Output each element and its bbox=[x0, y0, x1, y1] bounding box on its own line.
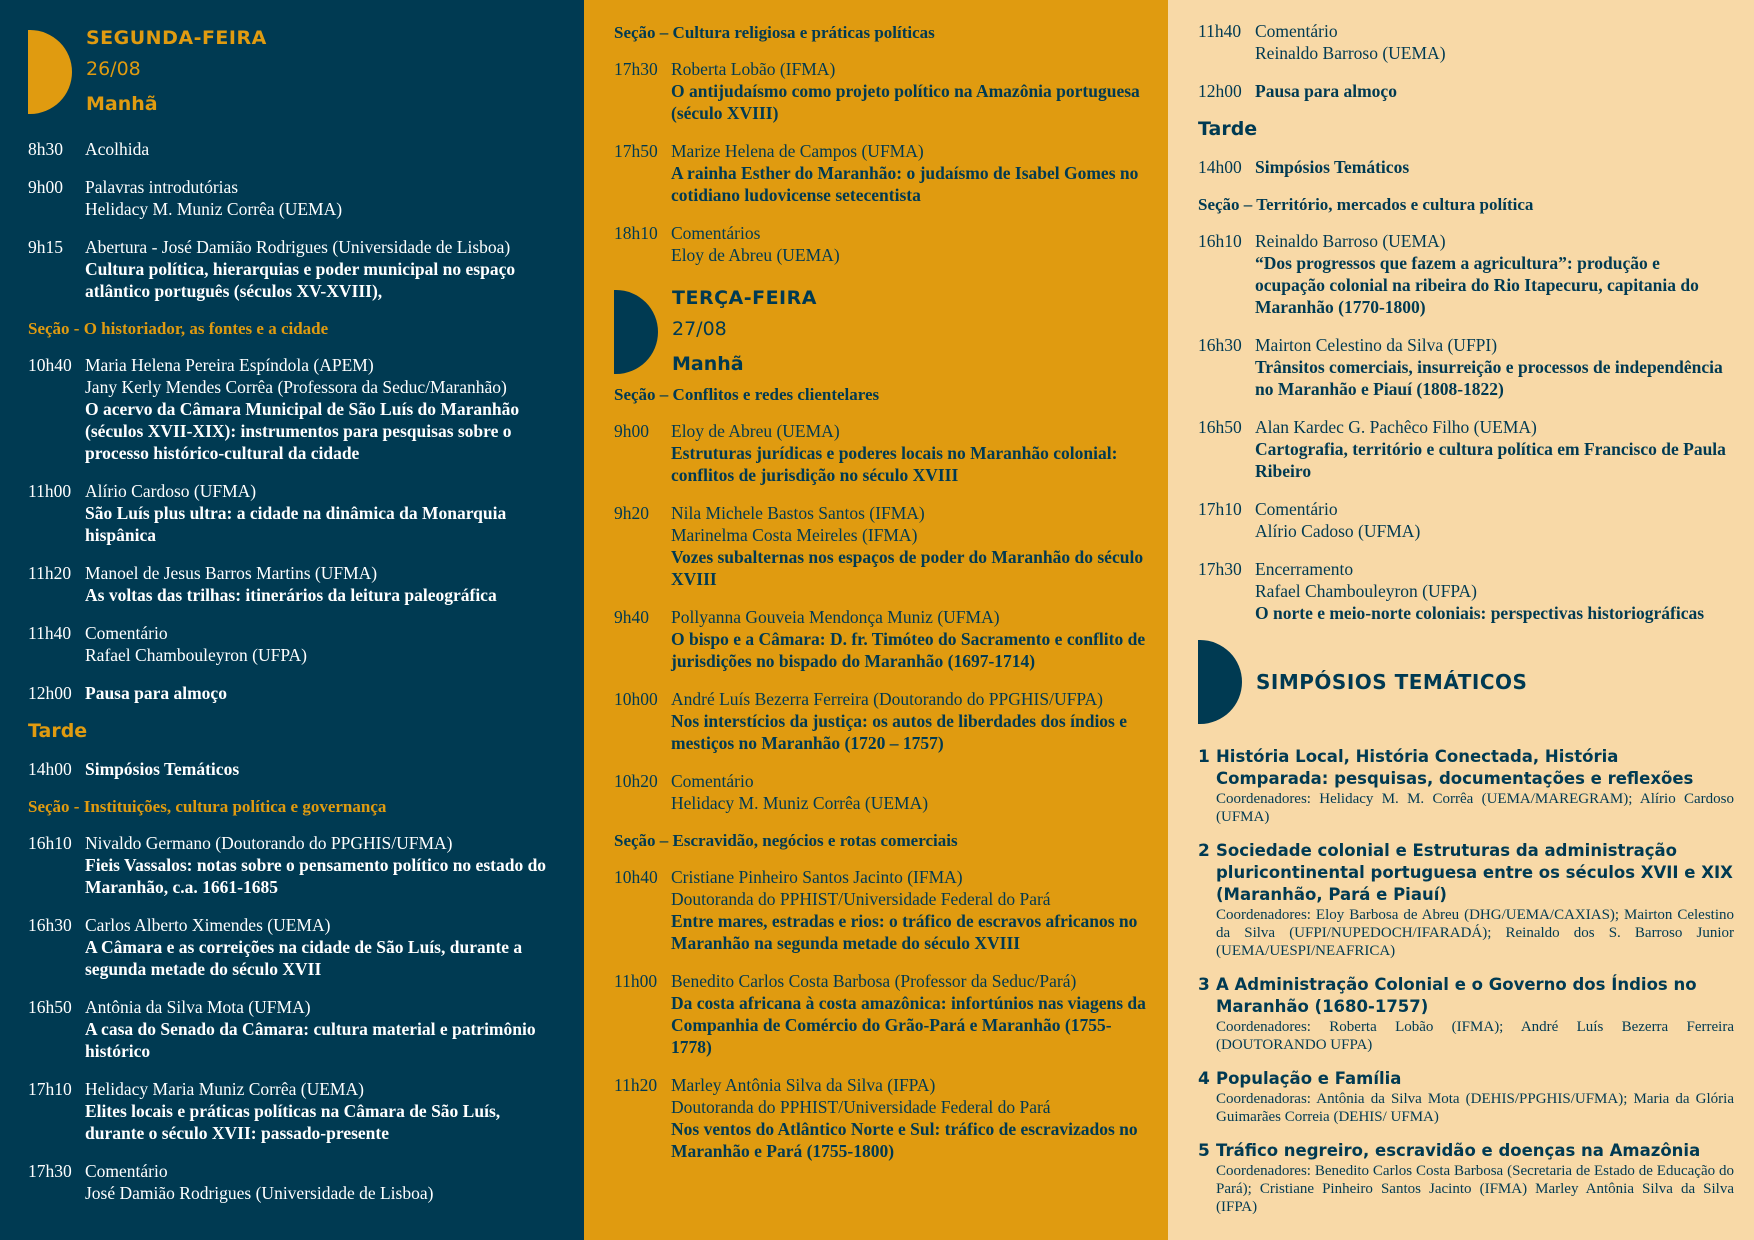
entry-line: Antônia da Silva Mota (UFMA) bbox=[85, 997, 311, 1017]
entry-line: Maria Helena Pereira Espíndola (APEM) bbox=[85, 355, 374, 375]
schedule-entry bbox=[1198, 558, 1734, 624]
entry-time: 16h30 bbox=[28, 915, 72, 935]
entry-time: 9h40 bbox=[614, 607, 649, 627]
entry-title: Entre mares, estradas e rios: o tráfico de escravos africanos no Maranhão na segunda metade do século XVIII bbox=[671, 911, 1138, 953]
column-monday bbox=[0, 0, 584, 1240]
schedule-entry bbox=[614, 58, 1148, 124]
entry-line: Cristiane Pinheiro Santos Jacinto (IFMA) bbox=[671, 867, 963, 887]
entry-title: As voltas das trilhas: itinerários da leitura paleográfica bbox=[85, 585, 497, 605]
entry-title: Vozes subalternas nos espaços de poder do Maranhão do século XVIII bbox=[671, 547, 1144, 589]
schedule-entry bbox=[614, 1074, 1148, 1162]
symposium-item bbox=[1198, 1068, 1734, 1126]
schedule-entry bbox=[614, 688, 1148, 754]
schedule-entry bbox=[614, 222, 1148, 266]
entry-line: Marinelma Costa Meireles (IFMA) bbox=[671, 525, 918, 545]
schedule-list bbox=[28, 832, 562, 1204]
schedule-entry bbox=[28, 236, 562, 302]
schedule-entry bbox=[1198, 416, 1734, 482]
entry-time: 11h40 bbox=[28, 623, 72, 643]
entry-title: O bispo e a Câmara: D. fr. Timóteo do Sacramento e conflito de jurisdições no bispado do Maranhão (1697-1714) bbox=[671, 629, 1146, 671]
entry-title: Fieis Vassalos: notas sobre o pensamento político no estado do Maranhão, c.a. 1661-1685 bbox=[85, 855, 547, 897]
entry-title: Pausa para almoço bbox=[1255, 81, 1397, 101]
entry-title: Simpósios Temáticos bbox=[1255, 157, 1410, 177]
entry-time: 12h00 bbox=[1198, 81, 1242, 101]
entry-time: 16h30 bbox=[1198, 335, 1242, 355]
schedule-entry bbox=[1198, 230, 1734, 318]
symposium-item bbox=[1198, 840, 1734, 960]
day-name: TERÇA-FEIRA bbox=[672, 287, 817, 309]
entry-time: 11h20 bbox=[28, 563, 72, 583]
entry-line: Marley Antônia Silva da Silva (IFPA) bbox=[671, 1075, 936, 1095]
entry-line: Comentários bbox=[671, 223, 761, 243]
half-circle-icon bbox=[1198, 640, 1242, 724]
schedule-entry bbox=[614, 770, 1148, 814]
section-heading: Seção – Território, mercados e cultura política bbox=[1198, 195, 1534, 214]
schedule-list bbox=[614, 866, 1148, 1162]
schedule-entry bbox=[28, 1078, 562, 1144]
entry-title: Nos interstícios da justiça: os autos de liberdades dos índios e mestiços no Maranhão (1720 – 1757) bbox=[671, 711, 1128, 753]
entry-title: Cultura política, hierarquias e poder municipal no espaço atlântico português (séculos XV-XVIII), bbox=[85, 259, 516, 301]
symposium-title: Sociedade colonial e Estruturas da administração pluricontinental portuguesa entre os séculos XVII e XIX (Maranhão, Pará e Piauí) bbox=[1216, 841, 1733, 904]
section-heading: Seção – Conflitos e redes clientelares bbox=[614, 385, 880, 404]
entry-line: Eloy de Abreu (UEMA) bbox=[671, 245, 840, 265]
symposium-number: 3 bbox=[1198, 975, 1210, 995]
symposia-list bbox=[1198, 746, 1734, 1216]
entry-time: 17h50 bbox=[614, 141, 658, 161]
schedule-entry bbox=[614, 140, 1148, 206]
schedule-list bbox=[28, 354, 562, 704]
symposia-title: SIMPÓSIOS TEMÁTICOS bbox=[1256, 670, 1528, 694]
entry-line: Nivaldo Germano (Doutorando do PPGHIS/UFMA) bbox=[85, 833, 453, 853]
entry-time: 9h20 bbox=[614, 503, 649, 523]
entry-line: Roberta Lobão (IFMA) bbox=[671, 59, 836, 79]
entry-line: José Damião Rodrigues (Universidade de Lisboa) bbox=[85, 1183, 434, 1203]
entry-line: Alírio Cadoso (UFMA) bbox=[1255, 521, 1421, 541]
entry-line: Rafael Chambouleyron (UFPA) bbox=[1255, 581, 1477, 601]
section-heading: Seção - O historiador, as fontes e a cidade bbox=[28, 319, 329, 338]
schedule-entry bbox=[1198, 20, 1734, 64]
symposium-coordinators: Coordenadores: Helidacy M. M. Corrêa (UEMA/MAREGRAM); Alírio Cardoso (UFMA) bbox=[1216, 791, 1734, 825]
entry-line: Comentário bbox=[85, 1161, 168, 1181]
symposium-number: 4 bbox=[1198, 1069, 1210, 1089]
period-label: Manhã bbox=[672, 353, 744, 375]
schedule-entry bbox=[28, 682, 562, 704]
entry-title: Cartografia, território e cultura política em Francisco de Paula Ribeiro bbox=[1255, 439, 1726, 481]
entry-time: 17h30 bbox=[28, 1161, 72, 1181]
entry-title: Estruturas jurídicas e poderes locais no Maranhão colonial: conflitos de jurisdição no século XVIII bbox=[671, 443, 1118, 485]
entry-title: O norte e meio-norte coloniais: perspectivas historiográficas bbox=[1255, 603, 1705, 623]
entry-line: Comentário bbox=[1255, 21, 1338, 41]
schedule-list bbox=[28, 758, 562, 780]
entry-time: 9h00 bbox=[614, 421, 649, 441]
section-heading: Seção – Cultura religiosa e práticas políticas bbox=[614, 23, 935, 42]
section-heading: Seção – Escravidão, negócios e rotas comerciais bbox=[614, 831, 958, 850]
entry-line: André Luís Bezerra Ferreira (Doutorando do PPGHIS/UFPA) bbox=[671, 689, 1103, 709]
entry-time: 16h50 bbox=[28, 997, 72, 1017]
schedule-entry bbox=[28, 832, 562, 898]
entry-title: A Câmara e as correições na cidade de São Luís, durante a segunda metade do século XVII bbox=[85, 937, 523, 979]
entry-line: Alírio Cardoso (UFMA) bbox=[85, 481, 257, 501]
entry-line: Comentário bbox=[85, 623, 168, 643]
entry-line: Comentário bbox=[671, 771, 754, 791]
entry-time: 9h15 bbox=[28, 237, 63, 257]
entry-time: 10h00 bbox=[614, 689, 658, 709]
symposium-item bbox=[1198, 974, 1734, 1054]
schedule-entry bbox=[28, 354, 562, 464]
entry-time: 11h20 bbox=[614, 1075, 658, 1095]
half-circle-icon bbox=[614, 290, 658, 374]
entry-time: 12h00 bbox=[28, 683, 72, 703]
symposium-coordinators: Coordenadores: Benedito Carlos Costa Barbosa (Secretaria de Estado de Educação do Pará); Cristiane Pinheiro Santos Jacinto (IFMA) Marley Antônia Silva da Silva (IFPA) bbox=[1216, 1163, 1734, 1215]
entry-line: Carlos Alberto Ximendes (UEMA) bbox=[85, 915, 331, 935]
schedule-list bbox=[1198, 156, 1734, 178]
schedule-entry bbox=[28, 480, 562, 546]
symposium-number: 2 bbox=[1198, 841, 1210, 861]
schedule-entry bbox=[614, 502, 1148, 590]
entry-line: Encerramento bbox=[1255, 559, 1354, 579]
column-tuesday bbox=[584, 0, 1168, 1240]
entry-time: 10h40 bbox=[28, 355, 72, 375]
day-date: 26/08 bbox=[86, 58, 141, 80]
entry-line: Doutoranda do PPHIST/Universidade Federal do Pará bbox=[671, 889, 1051, 909]
entry-title: A casa do Senado da Câmara: cultura material e patrimônio histórico bbox=[85, 1019, 536, 1061]
entry-time: 9h00 bbox=[28, 177, 63, 197]
schedule-list bbox=[1198, 20, 1734, 102]
symposium-coordinators: Coordenadores: Roberta Lobão (IFMA); André Luís Bezerra Ferreira (DOUTORANDO UFPA) bbox=[1216, 1019, 1734, 1053]
schedule-entry bbox=[1198, 156, 1734, 178]
entry-title: Pausa para almoço bbox=[85, 683, 227, 703]
symposium-item bbox=[1198, 746, 1734, 826]
symposium-coordinators: Coordenadoras: Antônia da Silva Mota (DEHIS/PPGHIS/UFMA); Maria da Glória Guimarães Correia (DEHIS/ UFMA) bbox=[1216, 1091, 1734, 1125]
day-header-tuesday bbox=[614, 280, 1148, 375]
symposia-header bbox=[1198, 640, 1734, 724]
entry-time: 11h40 bbox=[1198, 21, 1242, 41]
symposium-number: 1 bbox=[1198, 747, 1210, 767]
entry-title: “Dos progressos que fazem a agricultura”: produção e ocupação colonial na ribeira do Rio Itapecuru, capitania do Maranhão (1770-1800) bbox=[1255, 253, 1699, 317]
schedule-entry bbox=[1198, 498, 1734, 542]
entry-title: O acervo da Câmara Municipal de São Luís do Maranhão (séculos XVII-XIX): instrumentos para pesquisas sobre o processo histórico-cultural da cidade bbox=[85, 399, 520, 463]
entry-line: Manoel de Jesus Barros Martins (UFMA) bbox=[85, 563, 378, 583]
entry-line: Rafael Chambouleyron (UFPA) bbox=[85, 645, 307, 665]
day-date: 27/08 bbox=[672, 318, 727, 340]
entry-time: 17h10 bbox=[1198, 499, 1242, 519]
schedule-entry bbox=[614, 866, 1148, 954]
schedule-entry bbox=[1198, 80, 1734, 102]
entry-time: 17h30 bbox=[614, 59, 658, 79]
entry-title: O antijudaísmo como projeto político na Amazônia portuguesa (século XVIII) bbox=[671, 81, 1140, 123]
entry-time: 16h10 bbox=[1198, 231, 1242, 251]
schedule-entry bbox=[28, 914, 562, 980]
entry-time: 11h00 bbox=[614, 971, 658, 991]
entry-line: Marize Helena de Campos (UFMA) bbox=[671, 141, 924, 161]
entry-line: Reinaldo Barroso (UEMA) bbox=[1255, 231, 1446, 251]
day-name: SEGUNDA-FEIRA bbox=[86, 27, 267, 49]
symposium-title: História Local, História Conectada, História Comparada: pesquisas, documentações e reflexões bbox=[1216, 747, 1694, 788]
entry-time: 17h10 bbox=[28, 1079, 72, 1099]
symposium-number: 5 bbox=[1198, 1141, 1210, 1161]
period-label: Tarde bbox=[1198, 118, 1258, 140]
schedule-entry bbox=[28, 138, 562, 160]
schedule-entry bbox=[28, 622, 562, 666]
entry-line: Helidacy M. Muniz Corrêa (UEMA) bbox=[671, 793, 929, 813]
symposium-coordinators: Coordenadores: Eloy Barbosa de Abreu (DHG/UEMA/CAXIAS); Mairton Celestino da Silva (UFPI/NUPEDOCH/IFARADÁ); Reinaldo dos S. Barroso Junior (UEMA/UESPI/NEAFRICA) bbox=[1216, 907, 1734, 959]
entry-time: 8h30 bbox=[28, 139, 63, 159]
entry-line: Nila Michele Bastos Santos (IFMA) bbox=[671, 503, 925, 523]
entry-title: Elites locais e práticas políticas na Câmara de São Luís, durante o século XVII: passado-presente bbox=[85, 1101, 501, 1143]
symposium-title: População e Família bbox=[1216, 1069, 1402, 1088]
entry-line: Comentário bbox=[1255, 499, 1338, 519]
entry-line: Abertura - José Damião Rodrigues (Universidade de Lisboa) bbox=[85, 237, 511, 257]
entry-line: Acolhida bbox=[85, 139, 150, 159]
schedule-entry bbox=[614, 606, 1148, 672]
entry-time: 18h10 bbox=[614, 223, 658, 243]
period-label: Tarde bbox=[28, 720, 88, 742]
entry-title: Trânsitos comerciais, insurreição e processos de independência no Maranhão e Piauí (1808-1822) bbox=[1255, 357, 1723, 399]
entry-time: 14h00 bbox=[1198, 157, 1242, 177]
schedule-entry bbox=[1198, 334, 1734, 400]
schedule-entry bbox=[28, 176, 562, 220]
section-heading: Seção - Instituições, cultura política e governança bbox=[28, 797, 387, 816]
entry-time: 10h20 bbox=[614, 771, 658, 791]
schedule-list bbox=[1198, 230, 1734, 624]
entry-line: Reinaldo Barroso (UEMA) bbox=[1255, 43, 1446, 63]
entry-line: Pollyanna Gouveia Mendonça Muniz (UFMA) bbox=[671, 607, 1000, 627]
entry-title: Simpósios Temáticos bbox=[85, 759, 240, 779]
schedule-entry bbox=[28, 1160, 562, 1204]
schedule-entry bbox=[28, 562, 562, 606]
entry-time: 17h30 bbox=[1198, 559, 1242, 579]
schedule-entry bbox=[28, 996, 562, 1062]
schedule-list bbox=[614, 58, 1148, 266]
schedule-entry bbox=[28, 758, 562, 780]
schedule-entry bbox=[614, 420, 1148, 486]
entry-title: Da costa africana à costa amazônica: infortúnios nas viagens da Companhia de Comércio do Grão-Pará e Maranhão (1755-1778) bbox=[671, 993, 1146, 1057]
column-tuesday-continued bbox=[1168, 0, 1754, 1240]
entry-title: Nos ventos do Atlântico Norte e Sul: tráfico de escravizados no Maranhão e Pará (1755-1800) bbox=[671, 1119, 1138, 1161]
entry-line: Eloy de Abreu (UEMA) bbox=[671, 421, 840, 441]
entry-line: Alan Kardec G. Pachêco Filho (UEMA) bbox=[1255, 417, 1537, 437]
half-circle-icon bbox=[28, 30, 72, 114]
entry-line: Helidacy M. Muniz Corrêa (UEMA) bbox=[85, 199, 343, 219]
schedule-entry bbox=[614, 970, 1148, 1058]
entry-time: 11h00 bbox=[28, 481, 72, 501]
symposium-title: A Administração Colonial e o Governo dos Índios no Maranhão (1680-1757) bbox=[1216, 975, 1697, 1016]
entry-line: Doutoranda do PPHIST/Universidade Federal do Pará bbox=[671, 1097, 1051, 1117]
day-header-monday bbox=[28, 20, 562, 115]
symposium-title: Tráfico negreiro, escravidão e doenças na Amazônia bbox=[1216, 1141, 1701, 1160]
period-label: Manhã bbox=[86, 93, 158, 115]
entry-time: 16h50 bbox=[1198, 417, 1242, 437]
schedule-list bbox=[28, 138, 562, 302]
entry-line: Helidacy Maria Muniz Corrêa (UEMA) bbox=[85, 1079, 364, 1099]
entry-line: Benedito Carlos Costa Barbosa (Professor da Seduc/Pará) bbox=[671, 971, 1077, 991]
entry-title: A rainha Esther do Maranhão: o judaísmo de Isabel Gomes no cotidiano ludovicense setecentista bbox=[671, 163, 1139, 205]
entry-line: Mairton Celestino da Silva (UFPI) bbox=[1255, 335, 1498, 355]
entry-time: 16h10 bbox=[28, 833, 72, 853]
schedule-list bbox=[614, 420, 1148, 814]
entry-line: Palavras introdutórias bbox=[85, 177, 239, 197]
symposium-item bbox=[1198, 1140, 1734, 1216]
entry-title: São Luís plus ultra: a cidade na dinâmica da Monarquia hispânica bbox=[85, 503, 507, 545]
entry-time: 10h40 bbox=[614, 867, 658, 887]
entry-time: 14h00 bbox=[28, 759, 72, 779]
entry-line: Jany Kerly Mendes Corrêa (Professora da Seduc/Maranhão) bbox=[85, 377, 507, 397]
